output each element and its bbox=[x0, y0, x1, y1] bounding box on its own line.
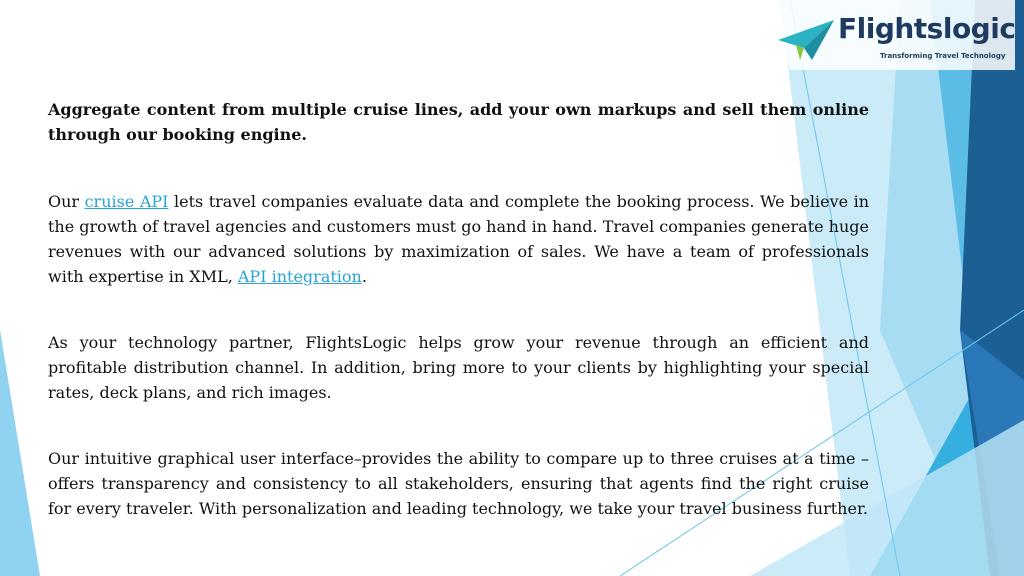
left-accent-shape bbox=[0, 330, 40, 576]
logo-tagline: Transforming Travel Technology bbox=[880, 52, 1006, 60]
flightslogic-logo bbox=[778, 12, 1016, 66]
intro-heading: Aggregate content from multiple cruise lines, add your own markups and sell them online through our booking engine. bbox=[48, 100, 869, 144]
paragraph-technology-partner: As your technology partner, FlightsLogic helps grow your revenue through an efficient and profitable distribution channel. In addition, bring more to your clients by highlighting your special rates, deck plans, and rich images. bbox=[48, 333, 869, 402]
paragraph-text: lets travel companies evaluate data and complete the booking process. We believe in the growth of travel agencies and customers must go hand in hand. Travel companies generate huge revenues with our advanced solutions by maximization of sales. We have a team of professionals with expertise in XML, bbox=[48, 192, 870, 286]
paragraph-cruise-api bbox=[48, 190, 869, 289]
paragraph-text: . bbox=[361, 266, 367, 286]
paragraph-user-interface: Our intuitive graphical user interface–provides the ability to compare up to three cruises at a time – offers transparency and consistency to all stakeholders, ensuring that agents find the right cruise for every traveler. With personalization and leading technology, we take your travel business further. bbox=[48, 449, 869, 518]
paragraph-text: Our bbox=[48, 192, 85, 212]
api-integration-link[interactable]: API integration bbox=[237, 266, 362, 286]
cruise-api-link[interactable]: cruise API bbox=[84, 192, 169, 212]
logo-wordmark: Flightslogic bbox=[838, 12, 1016, 45]
paper-plane-icon bbox=[778, 18, 836, 62]
main-content bbox=[48, 98, 869, 521]
